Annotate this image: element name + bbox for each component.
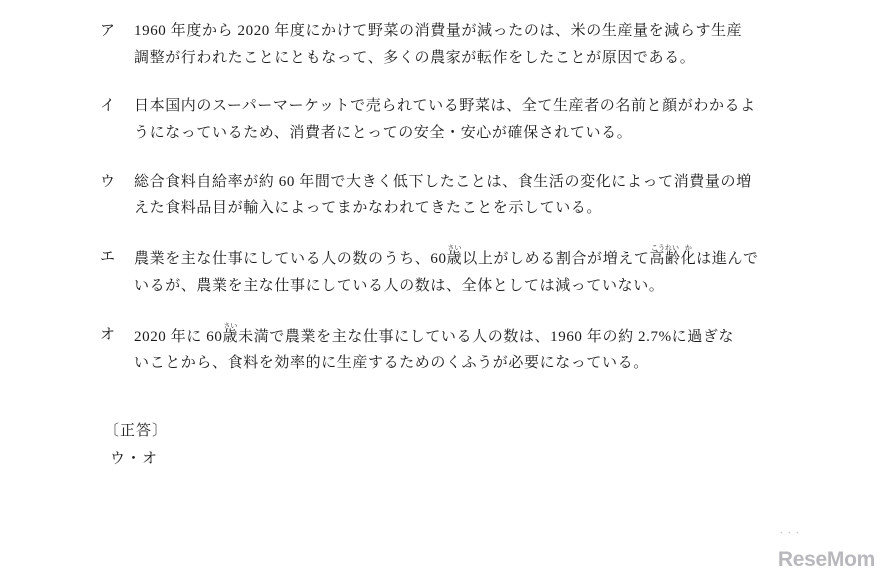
ruby-sai: 歳さい [222,321,239,345]
choice-item [100,18,814,71]
choice-item [100,244,814,299]
choice-line-ruby: 農業を主な仕事にしている人の数のうち、60歳さい以上がしめる割合が増えて高齢こうれい化かは進んで [134,244,759,268]
choice-marker: オ [100,326,116,343]
choice-marker: エ [100,249,116,266]
ruby-ka: 化か [680,244,697,268]
choice-item [100,169,814,222]
ruby-kourei: 高齢こうれい [649,244,681,268]
choice-text [134,169,814,222]
choice-text [134,322,814,377]
choice-text [134,18,814,71]
choice-item [100,322,814,377]
ruby-sai: 歳さい [446,244,463,268]
choice-line: えた食料品目が輸入によってまかなわれてきたことを示している。 [134,200,603,217]
watermark-text: ReseMom [777,548,875,571]
choice-line: うになっているため、消費者にとっての安全・安心が確保されている。 [134,125,633,142]
choice-marker: ウ [100,173,116,190]
choice-item [100,93,814,146]
answer-value: ウ・オ [110,451,159,468]
choice-line: 日本国内のスーパーマーケットで売られている野菜は、全て生産者の名前と顔がわかるよ [134,98,756,115]
choice-line: 総合食料自給率が約 60 年間で大きく低下したことは、食生活の変化によって消費量の増 [134,173,752,190]
choice-line: 1960 年度から 2020 年度にかけて野菜の消費量が減ったのは、米の生産量を減らす生産 [134,23,743,39]
choice-marker: イ [100,98,116,115]
choice-line: 調整が行われたことにともなって、多くの農家が転作をしたことが原因である。 [134,49,696,66]
answer-block [100,417,814,474]
choice-line-ruby: 2020 年に 60歳さい未満で農業を主な仕事にしている人の数は、1960 年の約 2.7%に過ぎな [134,321,735,345]
answer-label: 〔正答〕 [104,422,169,439]
choice-line: いことから、食料を効率的に生産するためのくふうが必要になっている。 [134,355,649,372]
watermark-dots: ・・・ [777,530,802,537]
watermark-logo [778,524,875,572]
choice-text [134,93,814,146]
choice-line: いるが、農業を主な仕事にしている人の数は、全体としては減っていない。 [134,277,665,294]
choice-text [134,244,814,299]
choice-marker: ア [100,23,116,39]
